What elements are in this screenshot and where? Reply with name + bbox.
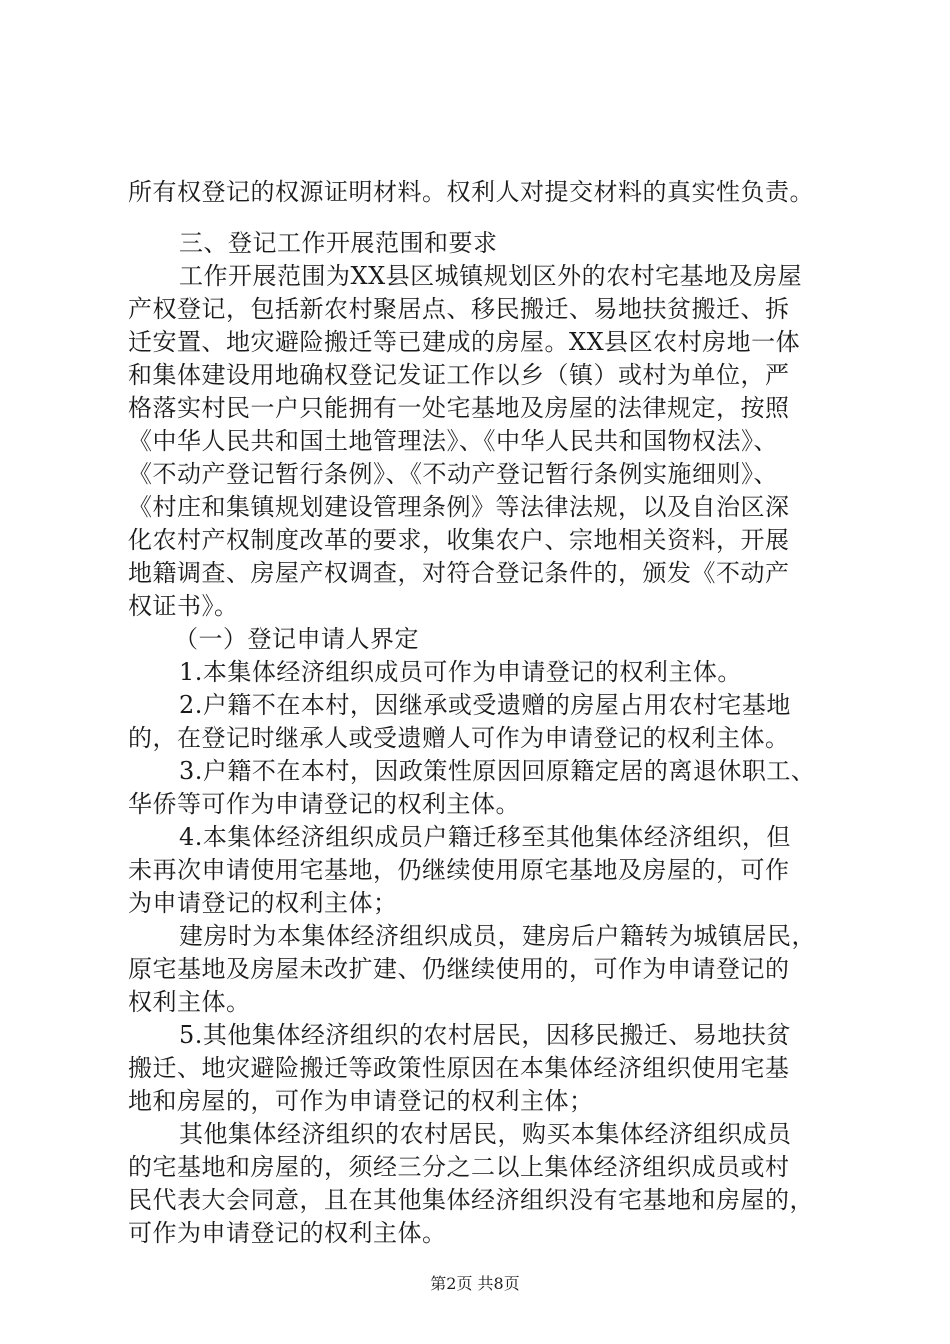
text-line: 原宅基地及房屋未改扩建、仍继续使用的，可作为申请登记的 (128, 955, 790, 983)
text-line: 地和房屋的，可作为申请登记的权利主体； (128, 1087, 594, 1115)
text-line: 民代表大会同意，且在其他集体经济组织没有宅基地和房屋的， (128, 1186, 814, 1214)
text-line: 未再次申请使用宅基地，仍继续使用原宅基地及房屋的，可作 (128, 856, 790, 884)
text-line: 迁安置、地灾避险搬迁等已建成的房屋。XX县区农村房地一体 (128, 328, 801, 356)
text-line: 其他集体经济组织的农村居民，购买本集体经济组织成员 (179, 1120, 792, 1148)
text-line: 3.户籍不在本村，因政策性原因回原籍定居的离退休职工、 (179, 757, 816, 785)
text-line: 《村庄和集镇规划建设管理条例》等法律法规，以及自治区深 (128, 493, 790, 521)
text-line: 《不动产登记暂行条例》、《不动产登记暂行条例实施细则》、 (128, 460, 778, 488)
text-line: 建房时为本集体经济组织成员，建房后户籍转为城镇居民， (179, 922, 816, 950)
text-line: 产权登记，包括新农村聚居点、移民搬迁、易地扶贫搬迁、拆 (128, 295, 790, 323)
paragraph-gap (128, 209, 840, 227)
text-line: 地籍调查、房屋产权调查，对符合登记条件的，颁发《不动产 (128, 559, 790, 587)
text-line: 的宅基地和房屋的，须经三分之二以上集体经济组织成员或村 (128, 1153, 790, 1181)
text-line: 权证书》。 (128, 592, 239, 620)
text-line: 化农村产权制度改革的要求，收集农户、宗地相关资料，开展 (128, 526, 790, 554)
text-line: 4.本集体经济组织成员户籍迁移至其他集体经济组织，但 (179, 823, 791, 851)
document-body (128, 176, 840, 1250)
text-line: 所有权登记的权源证明材料。权利人对提交材料的真实性负责。 (128, 178, 814, 206)
page-number-footer: 第2页 共8页 (430, 1274, 520, 1293)
text-line: 1.本集体经济组织成员可作为申请登记的权利主体。 (179, 658, 742, 686)
text-line: 华侨等可作为申请登记的权利主体。 (128, 790, 520, 818)
text-line: 权利主体。 (128, 988, 251, 1016)
subsection-heading: （一）登记申请人界定 (174, 625, 419, 653)
text-line: 和集体建设用地确权登记发证工作以乡（镇）或村为单位，严 (128, 361, 790, 389)
section-heading: 三、登记工作开展范围和要求 (179, 229, 498, 257)
text-line: 工作开展范围为XX县区城镇规划区外的农村宅基地及房屋 (179, 262, 803, 290)
text-line: 可作为申请登记的权利主体。 (128, 1219, 447, 1247)
text-line: 2.户籍不在本村，因继承或受遗赠的房屋占用农村宅基地 (179, 691, 791, 719)
text-line: 的，在登记时继承人或受遗赠人可作为申请登记的权利主体。 (128, 724, 790, 752)
text-line: 格落实村民一户只能拥有一处宅基地及房屋的法律规定，按照 (128, 394, 790, 422)
text-line: 5.其他集体经济组织的农村居民，因移民搬迁、易地扶贫 (179, 1021, 791, 1049)
text-line: 搬迁、地灾避险搬迁等政策性原因在本集体经济组织使用宅基 (128, 1054, 790, 1082)
text-line: 为申请登记的权利主体； (128, 889, 398, 917)
text-line: 《中华人民共和国土地管理法》、《中华人民共和国物权法》、 (128, 427, 778, 455)
